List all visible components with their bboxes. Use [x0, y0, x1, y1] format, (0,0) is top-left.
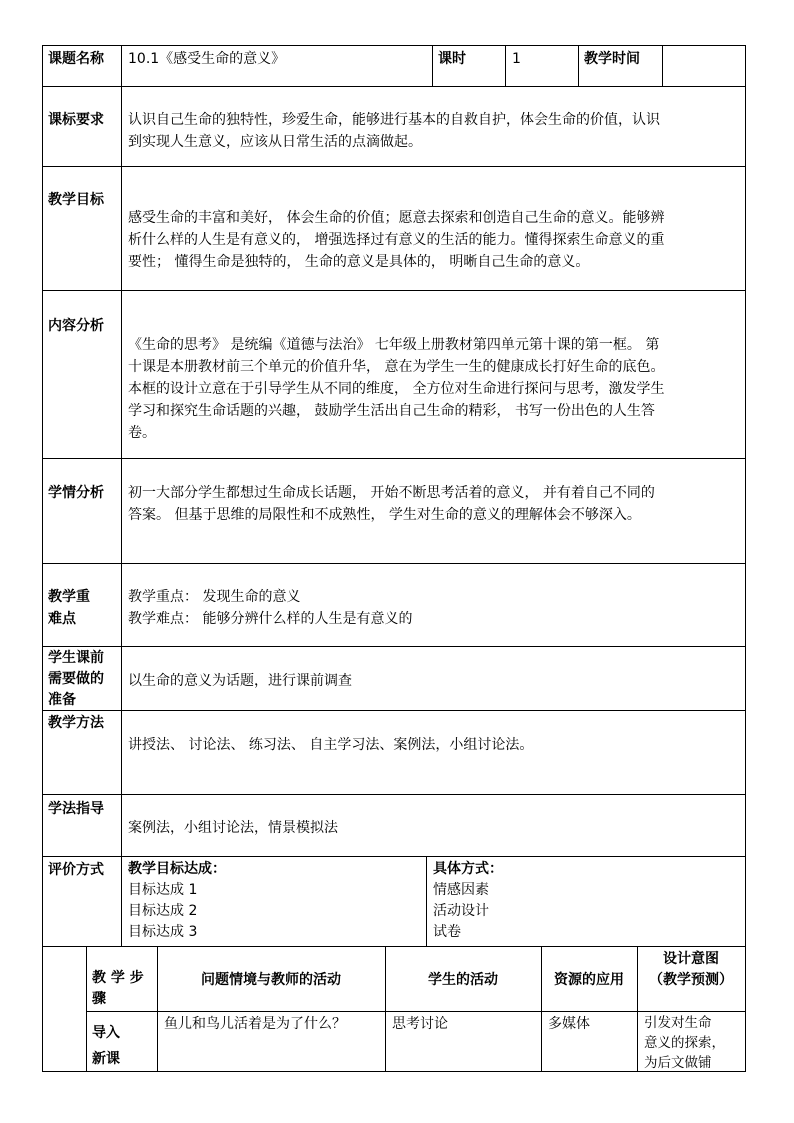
methods-value: 讲授法、 讨论法、 练习法、 自主学习法、案例法，小组讨论法。	[128, 737, 534, 753]
header-resources: 资源的应用	[554, 972, 624, 988]
rule	[86, 946, 87, 1072]
rule	[385, 946, 386, 1072]
text-line: 卷。	[128, 425, 156, 441]
rule	[157, 946, 158, 1072]
goal-item: 目标达成 3	[128, 924, 198, 940]
content-analysis-text	[122, 332, 744, 446]
period-label: 课时	[438, 51, 466, 67]
rule	[42, 166, 745, 167]
text-line: 到实现人生意义，应该从日常生活的点滴做起。	[128, 134, 422, 150]
teaching-time-label: 教学时间	[584, 51, 640, 67]
rule	[42, 794, 745, 795]
text-line: 析什么样的人生是有意义的， 增强选择过有意义的生活的能力。懂得探索生命意义的重	[128, 232, 665, 248]
methods-label: 教学方法	[48, 715, 104, 731]
content-analysis-label: 内容分析	[48, 318, 104, 334]
objectives-text	[122, 205, 744, 275]
key-points-label	[44, 584, 120, 632]
rule	[42, 45, 43, 1072]
text-line: 教学重点： 发现生命的意义	[128, 589, 301, 605]
evaluation-label: 评价方式	[48, 862, 104, 878]
design-line: 意义的探索，	[644, 1035, 725, 1051]
step-line: 导入	[92, 1025, 120, 1041]
text-line: 教学难点： 能够分辨什么样的人生是有意义的	[128, 611, 413, 627]
label-line: 需要做的	[48, 671, 104, 687]
preparation-value: 以生命的意义为话题，进行课前调查	[128, 673, 352, 689]
row-design-intent	[638, 1011, 744, 1075]
method-item: 情感因素	[433, 882, 489, 898]
rule	[578, 45, 579, 87]
goal-item: 目标达成 1	[128, 882, 198, 898]
header-design-intent	[638, 947, 744, 993]
row-teacher-activity: 鱼儿和鸟儿活着是为了什么？	[164, 1016, 346, 1032]
row-resources: 多媒体	[548, 1016, 590, 1032]
header-steps	[88, 966, 156, 1012]
text-line: 答案。 但基于思维的局限性和不成熟性， 学生对生命的意义的理解体会不够深入。	[128, 507, 641, 523]
rule	[42, 710, 745, 711]
row-student-activity: 思考讨论	[392, 1016, 448, 1032]
period-value: 1	[512, 51, 521, 67]
learning-guidance-label: 学法指导	[48, 801, 104, 817]
student-analysis-label: 学情分析	[48, 485, 104, 501]
rule	[662, 45, 663, 87]
rule	[42, 86, 745, 87]
header-teacher-activity: 问题情境与教师的活动	[201, 972, 341, 988]
objectives-label: 教学目标	[48, 192, 104, 208]
curriculum-label: 课标要求	[48, 112, 104, 128]
course-name-value: 10.1《感受生命的意义》	[128, 51, 286, 67]
rule	[42, 563, 745, 564]
label-line: 学生课前	[48, 650, 104, 666]
method-item: 活动设计	[433, 903, 489, 919]
label-line: 教学重	[48, 589, 90, 605]
rule	[541, 946, 542, 1072]
text-line: 本框的设计立意在于引导学生从不同的维度， 全方位对生命进行探问与思考，激发学生	[128, 381, 665, 397]
methods-title: 具体方式：	[433, 861, 503, 877]
rule	[432, 45, 433, 87]
step-line: 新课	[92, 1051, 120, 1067]
evaluation-goals	[122, 857, 422, 945]
label-line: 准备	[48, 692, 76, 708]
learning-guidance-value: 案例法，小组讨论法，情景模拟法	[128, 820, 338, 836]
header-line: 骤	[92, 991, 106, 1007]
text-line: 十课是本册教材前三个单元的价值升华， 意在为学生一生的健康成长打好生命的底色。	[128, 359, 665, 375]
text-line: 认识自己生命的独特性，珍爱生命，能够进行基本的自救自护，体会生命的价值，认识	[128, 112, 660, 128]
rule	[42, 290, 745, 291]
text-line: 学习和探究生命话题的兴趣， 鼓励学生活出自己生命的精彩， 书写一份出色的人生答	[128, 403, 655, 419]
curriculum-text	[122, 107, 744, 155]
rule	[745, 45, 746, 1072]
text-line: 感受生命的丰富和美好， 体会生命的价值；愿意去探索和创造自己生命的意义。能够辨	[128, 210, 665, 226]
text-line: 初一大部分学生都想过生命成长话题， 开始不断思考活着的意义， 并有着自己不同的	[128, 485, 655, 501]
goal-item: 目标达成 2	[128, 903, 198, 919]
design-line: 为后文做铺	[644, 1055, 712, 1071]
method-item: 试卷	[433, 924, 461, 940]
header-line: 设计意图	[663, 951, 719, 967]
label-line: 难点	[48, 611, 76, 627]
teaching-time-value	[663, 46, 743, 50]
goals-title: 教学目标达成：	[128, 861, 226, 877]
header-line: 教 学 步	[92, 970, 144, 986]
text-line: 要性； 懂得生命是独特的， 生命的意义是具体的， 明晰自己生命的意义。	[128, 254, 590, 270]
header-line: （教学预测）	[649, 972, 733, 988]
student-analysis-text	[122, 480, 744, 528]
course-name-label: 课题名称	[48, 51, 104, 67]
rule	[42, 458, 745, 459]
preparation-label	[44, 646, 120, 713]
header-student-activity: 学生的活动	[428, 972, 498, 988]
evaluation-methods	[427, 857, 743, 945]
rule	[42, 646, 745, 647]
design-line: 引发对生命	[644, 1015, 712, 1031]
row-step	[88, 1018, 156, 1074]
text-line: 《生命的思考》 是统编《道德与法治》 七年级上册教材第四单元第十课的第一框。 第	[128, 337, 660, 353]
key-points-text	[122, 584, 744, 632]
